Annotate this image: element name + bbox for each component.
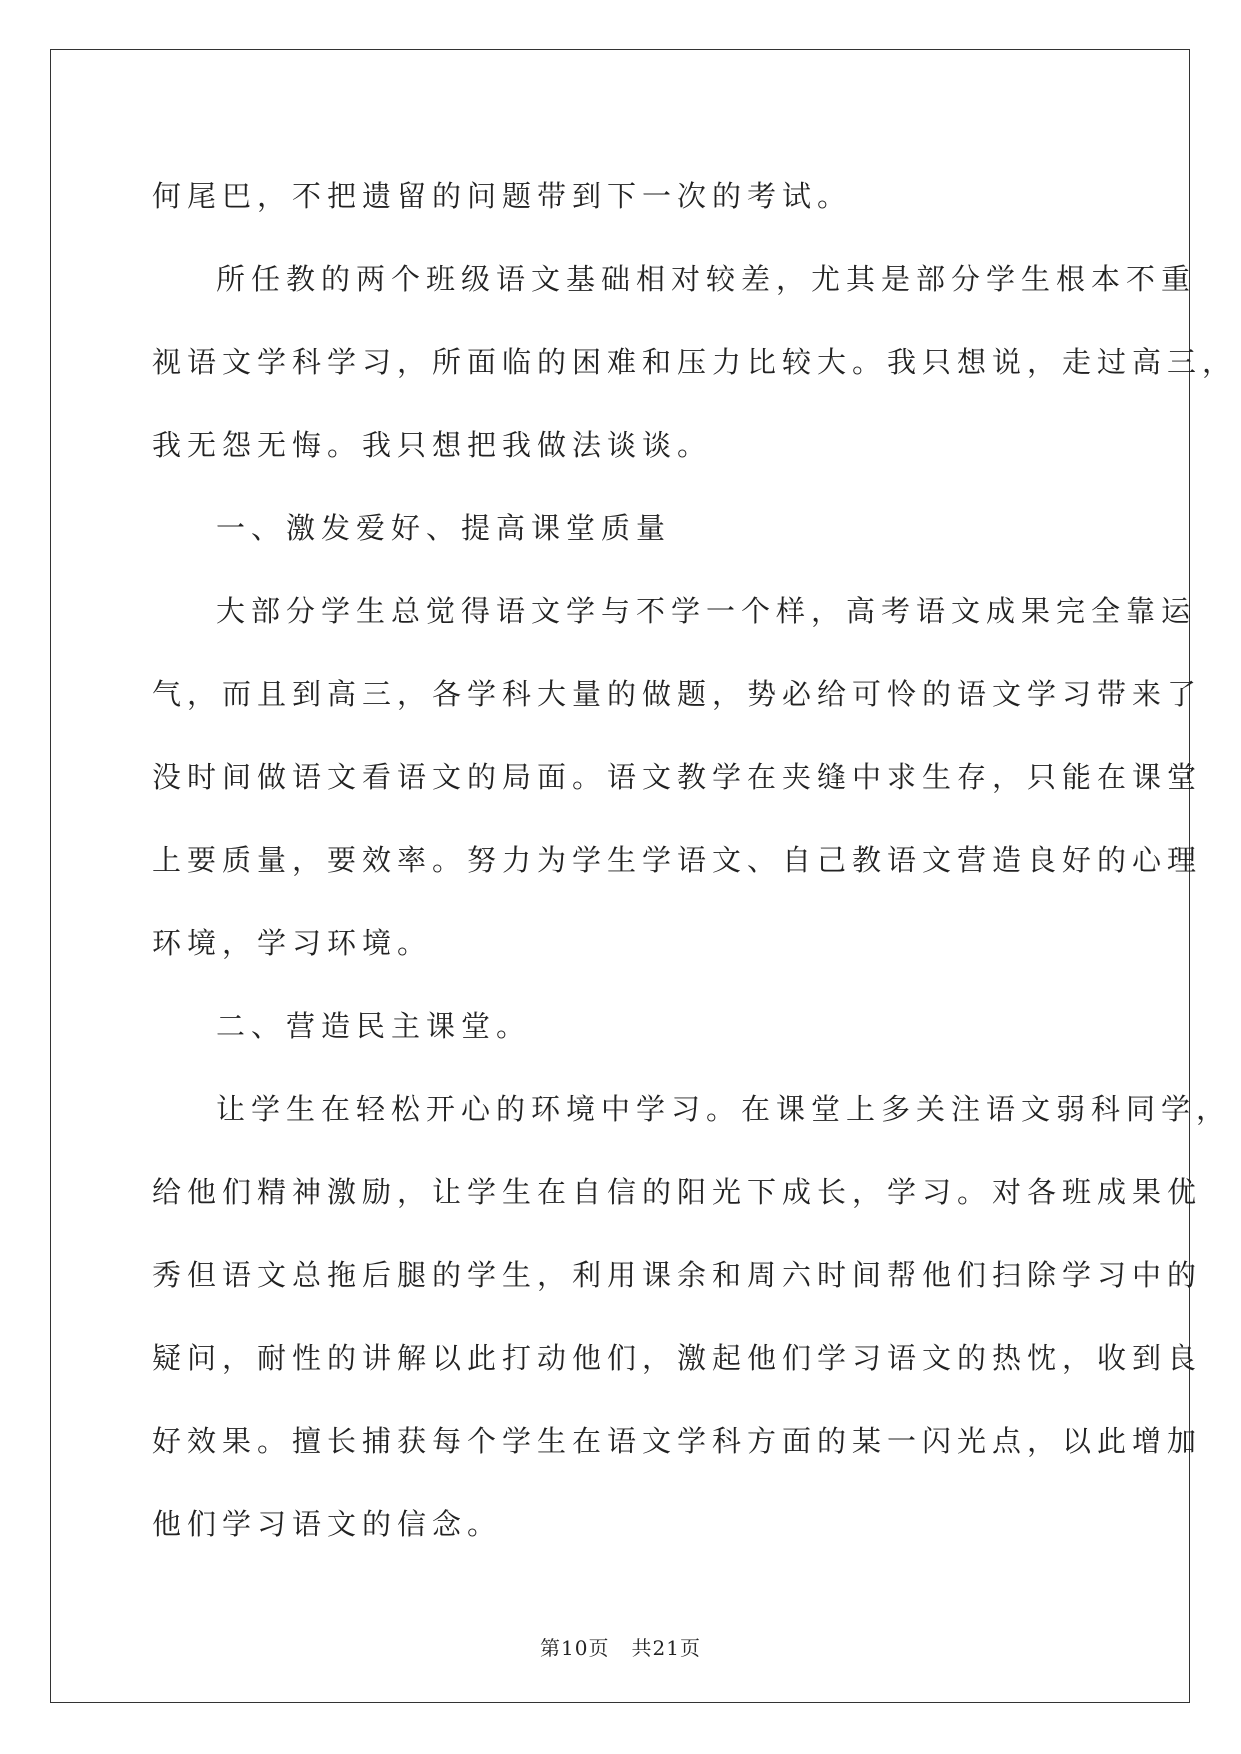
text-line: 视语文学科学习，所面临的困难和压力比较大。我只想说，走过高三，: [152, 345, 1238, 379]
text-line: 气，而且到高三，各学科大量的做题，势必给可怜的语文学习带来了: [152, 677, 1203, 711]
page-footer: [0, 1632, 1241, 1661]
text-line: 一、激发爱好、提高课堂质量: [216, 511, 672, 545]
text-line: 让学生在轻松开心的环境中学习。在课堂上多关注语文弱科同学，: [216, 1092, 1232, 1126]
page-number-current: 第10页: [540, 1636, 610, 1660]
page-number-total: 共21页: [631, 1636, 701, 1660]
paragraph: [152, 155, 1097, 238]
text-line: 给他们精神激励，让学生在自信的阳光下成长，学习。对各班成果优: [152, 1175, 1203, 1209]
text-line: 没时间做语文看语文的局面。语文教学在夹缝中求生存，只能在课堂: [152, 760, 1203, 794]
text-line: 何尾巴，不把遗留的问题带到下一次的考试。: [152, 179, 853, 213]
section-heading: [152, 985, 1097, 1068]
text-line: 上要质量，要效率。努力为学生学语文、自己教语文营造良好的心理: [152, 843, 1203, 877]
text-line: 我无怨无悔。我只想把我做法谈谈。: [152, 428, 713, 462]
text-line: 疑问，耐性的讲解以此打动他们，激起他们学习语文的热忱，收到良: [152, 1341, 1203, 1375]
text-line: 好效果。擅长捕获每个学生在语文学科方面的某一闪光点，以此增加: [152, 1424, 1203, 1458]
text-line: 秀但语文总拖后腿的学生，利用课余和周六时间帮他们扫除学习中的: [152, 1258, 1203, 1292]
document-body: [152, 155, 1238, 1566]
text-line: 环境，学习环境。: [152, 926, 433, 960]
text-line: 他们学习语文的信念。: [152, 1507, 503, 1541]
paragraph: [152, 238, 1238, 487]
text-line: 二、营造民主课堂。: [216, 1009, 532, 1043]
text-line: 大部分学生总觉得语文学与不学一个样，高考语文成果完全靠运: [216, 594, 1197, 628]
paragraph: [152, 570, 1203, 985]
paragraph: [152, 1068, 1232, 1566]
section-heading: [152, 487, 1097, 570]
text-line: 所任教的两个班级语文基础相对较差，尤其是部分学生根本不重: [216, 262, 1197, 296]
